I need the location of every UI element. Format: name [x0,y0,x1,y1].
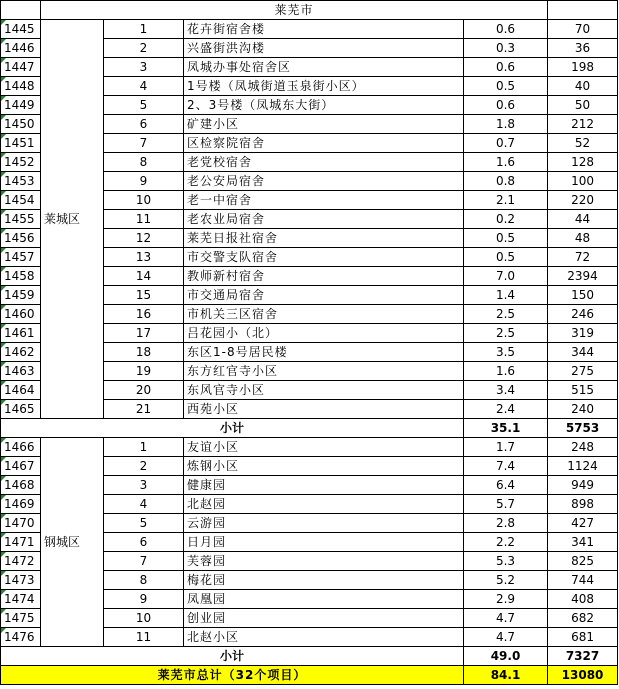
units-value[interactable]: 36 [548,39,618,58]
row-number[interactable]: 1466 [1,438,41,457]
area-value[interactable]: 0.5 [464,248,548,267]
project-name[interactable]: 东风官寺小区 [184,381,464,400]
area-value[interactable]: 1.6 [464,362,548,381]
subtotal-row [1,647,618,666]
seq-number[interactable]: 9 [104,172,184,191]
grand-total-units[interactable]: 13080 [548,666,618,685]
units-value[interactable]: 48 [548,229,618,248]
seq-number[interactable]: 8 [104,153,184,172]
seq-number[interactable]: 11 [104,210,184,229]
seq-number[interactable]: 17 [104,324,184,343]
subtotal-area[interactable]: 35.1 [464,419,548,438]
row-number[interactable]: 1471 [1,533,41,552]
project-name[interactable]: 云游园 [184,514,464,533]
project-name[interactable]: 梅花园 [184,571,464,590]
units-value[interactable]: 427 [548,514,618,533]
row-number[interactable]: 1460 [1,305,41,324]
subtotal-label[interactable]: 小计 [1,419,464,438]
area-value[interactable]: 2.8 [464,514,548,533]
seq-number[interactable]: 1 [104,20,184,39]
table-row [1,438,618,457]
row-number[interactable]: 1445 [1,20,41,39]
row-number[interactable]: 1464 [1,381,41,400]
project-name[interactable]: 东方红官寺小区 [184,362,464,381]
area-value[interactable]: 0.5 [464,229,548,248]
area-value[interactable]: 0.8 [464,172,548,191]
seq-number[interactable]: 14 [104,267,184,286]
row-number[interactable]: 1467 [1,457,41,476]
project-name[interactable]: 凤城办事处宿舍区 [184,58,464,77]
project-name[interactable]: 北赵小区 [184,628,464,647]
row-number[interactable]: 1470 [1,514,41,533]
area-value[interactable]: 1.6 [464,153,548,172]
units-value[interactable]: 825 [548,552,618,571]
units-value[interactable]: 100 [548,172,618,191]
project-name[interactable]: 市交警支队宿舍 [184,248,464,267]
units-value[interactable]: 248 [548,438,618,457]
row-number[interactable]: 1450 [1,115,41,134]
area-value[interactable]: 0.6 [464,96,548,115]
area-value[interactable]: 5.3 [464,552,548,571]
project-name[interactable]: 市机关三区宿舍 [184,305,464,324]
seq-number[interactable]: 1 [104,438,184,457]
seq-number[interactable]: 4 [104,495,184,514]
project-name[interactable]: 2、3号楼（凤城东大街） [184,96,464,115]
grand-total-row [1,666,618,685]
seq-number[interactable]: 21 [104,400,184,419]
area-value[interactable]: 2.5 [464,305,548,324]
row-number[interactable]: 1446 [1,39,41,58]
row-number[interactable]: 1468 [1,476,41,495]
project-name[interactable]: 教师新村宿舍 [184,267,464,286]
units-value[interactable]: 240 [548,400,618,419]
row-number[interactable]: 1453 [1,172,41,191]
row-number[interactable]: 1474 [1,590,41,609]
project-name[interactable]: 友谊小区 [184,438,464,457]
project-name[interactable]: 老公安局宿舍 [184,172,464,191]
seq-number[interactable]: 2 [104,39,184,58]
area-value[interactable]: 4.7 [464,628,548,647]
district-name[interactable]: 莱城区 [41,20,104,419]
units-value[interactable]: 319 [548,324,618,343]
area-value[interactable]: 7.4 [464,457,548,476]
row-number[interactable]: 1447 [1,58,41,77]
seq-number[interactable]: 2 [104,457,184,476]
units-value[interactable]: 344 [548,343,618,362]
seq-number[interactable]: 4 [104,77,184,96]
seq-number[interactable]: 12 [104,229,184,248]
project-name[interactable]: 老党校宿舍 [184,153,464,172]
header-highlight-cell[interactable] [548,1,618,20]
project-name[interactable]: 市交通局宿舍 [184,286,464,305]
area-value[interactable]: 2.1 [464,191,548,210]
seq-number[interactable]: 3 [104,58,184,77]
units-value[interactable]: 2394 [548,267,618,286]
row-number[interactable]: 1462 [1,343,41,362]
row-number[interactable]: 1463 [1,362,41,381]
project-name[interactable]: 凤凰园 [184,590,464,609]
row-number[interactable]: 1454 [1,191,41,210]
row-number[interactable]: 1469 [1,495,41,514]
subtotal-units[interactable]: 7327 [548,647,618,666]
project-name[interactable]: 创业园 [184,609,464,628]
units-value[interactable]: 1124 [548,457,618,476]
seq-number[interactable]: 19 [104,362,184,381]
area-value[interactable]: 6.4 [464,476,548,495]
units-value[interactable]: 52 [548,134,618,153]
units-value[interactable]: 212 [548,115,618,134]
area-value[interactable]: 0.3 [464,39,548,58]
seq-number[interactable]: 6 [104,533,184,552]
units-value[interactable]: 40 [548,77,618,96]
row-number[interactable]: 1475 [1,609,41,628]
subtotal-row [1,419,618,438]
area-value[interactable]: 2.2 [464,533,548,552]
row-number[interactable]: 1457 [1,248,41,267]
area-value[interactable]: 1.7 [464,438,548,457]
sheet-body [1,1,618,685]
seq-number[interactable]: 5 [104,96,184,115]
units-value[interactable]: 744 [548,571,618,590]
area-value[interactable]: 2.5 [464,324,548,343]
header-blank-cell[interactable] [1,1,41,20]
project-name[interactable]: 1号楼（凤城街道玉泉街小区） [184,77,464,96]
area-value[interactable]: 5.7 [464,495,548,514]
units-value[interactable]: 682 [548,609,618,628]
seq-number[interactable]: 7 [104,552,184,571]
units-value[interactable]: 70 [548,20,618,39]
area-value[interactable]: 0.5 [464,77,548,96]
row-number[interactable]: 1452 [1,153,41,172]
seq-number[interactable]: 9 [104,590,184,609]
grand-total-area[interactable]: 84.1 [464,666,548,685]
seq-number[interactable]: 5 [104,514,184,533]
seq-number[interactable]: 6 [104,115,184,134]
row-number[interactable]: 1456 [1,229,41,248]
project-name[interactable]: 芙蓉园 [184,552,464,571]
area-value[interactable]: 1.4 [464,286,548,305]
row-number[interactable]: 1448 [1,77,41,96]
seq-number[interactable]: 11 [104,628,184,647]
row-number[interactable]: 1459 [1,286,41,305]
area-value[interactable]: 1.8 [464,115,548,134]
row-number[interactable]: 1449 [1,96,41,115]
subtotal-units[interactable]: 5753 [548,419,618,438]
project-name[interactable]: 区检察院宿舍 [184,134,464,153]
seq-number[interactable]: 10 [104,609,184,628]
area-value[interactable]: 3.4 [464,381,548,400]
row-number[interactable]: 1461 [1,324,41,343]
seq-number[interactable]: 16 [104,305,184,324]
units-value[interactable]: 246 [548,305,618,324]
row-number[interactable]: 1476 [1,628,41,647]
area-value[interactable]: 0.6 [464,58,548,77]
project-name[interactable]: 炼钢小区 [184,457,464,476]
project-name[interactable]: 矿建小区 [184,115,464,134]
project-name[interactable]: 健康园 [184,476,464,495]
area-value[interactable]: 7.0 [464,267,548,286]
seq-number[interactable]: 18 [104,343,184,362]
project-name[interactable]: 老农业局宿舍 [184,210,464,229]
city-title[interactable]: 莱芜市 [41,1,548,20]
project-name[interactable]: 日月园 [184,533,464,552]
units-value[interactable]: 275 [548,362,618,381]
area-value[interactable]: 0.6 [464,20,548,39]
project-name[interactable]: 东区1-8号居民楼 [184,343,464,362]
seq-number[interactable]: 3 [104,476,184,495]
table-row [1,20,618,39]
area-value[interactable]: 0.2 [464,210,548,229]
units-value[interactable]: 198 [548,58,618,77]
area-value[interactable]: 2.9 [464,590,548,609]
project-name[interactable]: 老一中宿舍 [184,191,464,210]
units-value[interactable]: 898 [548,495,618,514]
row-number[interactable]: 1458 [1,267,41,286]
subtotal-label[interactable]: 小计 [1,647,464,666]
units-value[interactable]: 44 [548,210,618,229]
units-value[interactable]: 128 [548,153,618,172]
units-value[interactable]: 949 [548,476,618,495]
seq-number[interactable]: 10 [104,191,184,210]
seq-number[interactable]: 7 [104,134,184,153]
project-name[interactable]: 花卉街宿舍楼 [184,20,464,39]
units-value[interactable]: 72 [548,248,618,267]
units-value[interactable]: 150 [548,286,618,305]
row-number[interactable]: 1473 [1,571,41,590]
area-value[interactable]: 3.5 [464,343,548,362]
seq-number[interactable]: 15 [104,286,184,305]
units-value[interactable]: 515 [548,381,618,400]
seq-number[interactable]: 8 [104,571,184,590]
seq-number[interactable]: 20 [104,381,184,400]
area-value[interactable]: 2.4 [464,400,548,419]
project-name[interactable]: 北赵园 [184,495,464,514]
row-number[interactable]: 1451 [1,134,41,153]
area-value[interactable]: 4.7 [464,609,548,628]
city-header-row [1,1,618,20]
grand-total-label[interactable]: 莱芜市总计（32个项目） [1,666,464,685]
units-value[interactable]: 220 [548,191,618,210]
units-value[interactable]: 50 [548,96,618,115]
row-number[interactable]: 1455 [1,210,41,229]
area-value[interactable]: 0.7 [464,134,548,153]
project-name[interactable]: 莱芜日报社宿舍 [184,229,464,248]
district-name[interactable]: 钢城区 [41,438,104,647]
seq-number[interactable]: 13 [104,248,184,267]
project-name[interactable]: 兴盛街洪沟楼 [184,39,464,58]
row-number[interactable]: 1465 [1,400,41,419]
row-number[interactable]: 1472 [1,552,41,571]
units-value[interactable]: 681 [548,628,618,647]
units-value[interactable]: 408 [548,590,618,609]
subtotal-area[interactable]: 49.0 [464,647,548,666]
area-value[interactable]: 5.2 [464,571,548,590]
project-name[interactable]: 吕花园小（北） [184,324,464,343]
project-name[interactable]: 西苑小区 [184,400,464,419]
units-value[interactable]: 341 [548,533,618,552]
